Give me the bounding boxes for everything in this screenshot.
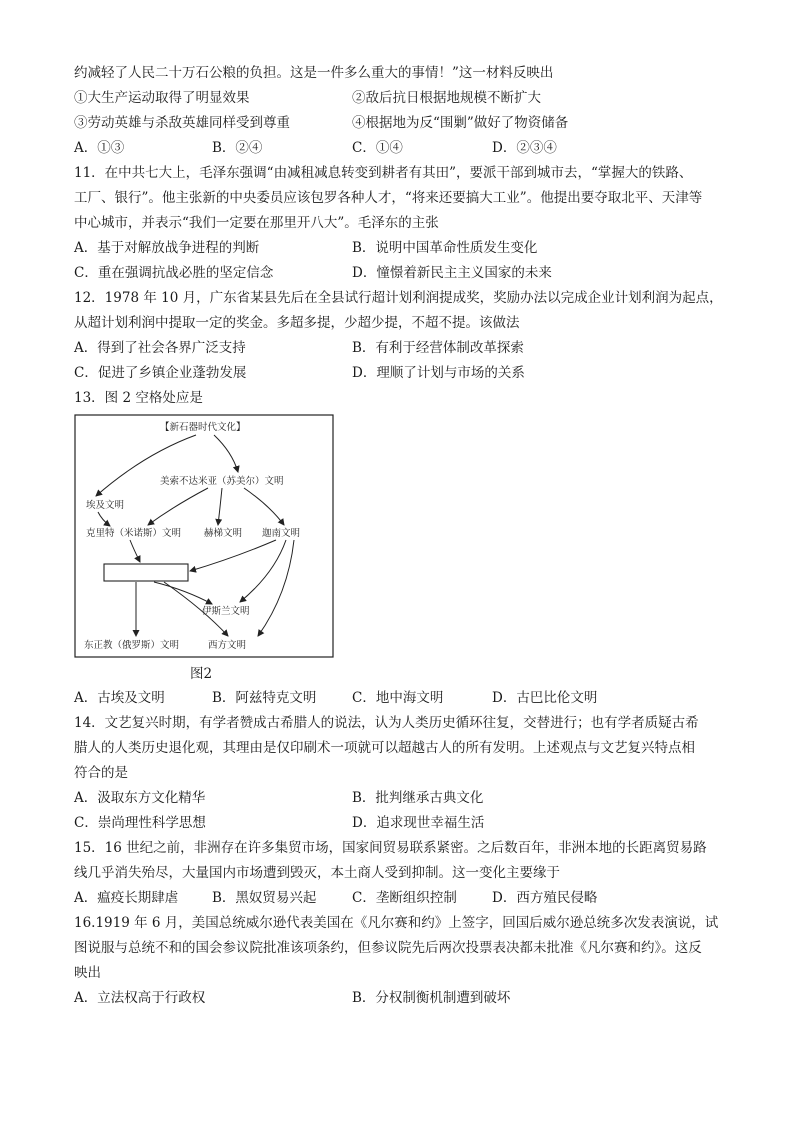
node-mesopotamia: 美索不达米亚（苏美尔）文明 <box>160 476 284 487</box>
node-orthodox: 东正教（俄罗斯）文明 <box>84 640 180 651</box>
q10-statement-1: ①大生产运动取得了明显效果 <box>74 90 250 106</box>
q14-stem-line-2: 腊人的人类历史退化观，其理由是仅印刷术一项就可以超越古人的所有发明。上述观点与文艺复兴特点相 <box>74 740 695 756</box>
q14-stem-line-1: 14．文艺复兴时期，有学者赞成古希腊人的说法，认为人类历史循环往复，交替进行；也有学者质疑古希 <box>74 715 699 731</box>
blank-box <box>104 564 188 581</box>
node-neolithic: 【新石器时代文化】 <box>160 422 246 433</box>
q10-stem-tail: 约减轻了人民二十万石公粮的负担。这是一件多么重大的事情！”这一材料反映出 <box>74 65 554 81</box>
node-islam: 伊斯兰文明 <box>202 606 250 617</box>
q10-option-c: C．①④ <box>352 140 403 156</box>
q14-option-d: D．追求现世幸福生活 <box>352 815 485 831</box>
q11-stem-line-3: 中心城市，并表示“我们一定要在那里开八大”。毛泽东的主张 <box>74 215 439 231</box>
node-canaan: 迦南文明 <box>262 528 301 539</box>
q14-option-a: A．汲取东方文化精华 <box>74 790 206 806</box>
node-hittite: 赫梯文明 <box>204 528 243 539</box>
q12-stem-line-1: 12．1978 年 10 月，广东省某县先后在全县试行超计划利润提成奖，奖励办法以完成企业计划利润为起点， <box>74 290 723 306</box>
q10-statement-2: ②敌后抗日根据地规模不断扩大 <box>352 90 541 106</box>
q11-stem-line-2: 工厂、银行”。他主张新的中央委员应该包罗各种人才，“将来还要搞大工业”。他提出要夺取北平、天津等 <box>74 190 703 206</box>
q14-stem-line-3: 符合的是 <box>74 765 128 781</box>
q12-option-d: D．理顺了计划与市场的关系 <box>352 365 525 381</box>
q11-option-a: A．基于对解放战争进程的判断 <box>74 240 260 256</box>
q10-statement-4: ④根据地为反“围剿”做好了物资储备 <box>352 115 569 131</box>
q11-option-d: D．憧憬着新民主主义国家的未来 <box>352 265 552 281</box>
q12-option-a: A．得到了社会各界广泛支持 <box>74 340 246 356</box>
q14-option-b: B．批判继承古典文化 <box>352 790 484 806</box>
q11-stem-line-1: 11．在中共七大上，毛泽东强调“由减租减息转变到耕者有其田”，要派干部到城市去，“掌握大的铁路、 <box>74 165 693 181</box>
q16-stem-line-3: 映出 <box>74 965 101 981</box>
q13-stem: 13．图 2 空格处应是 <box>74 390 203 406</box>
q15-option-c: C．垄断组织控制 <box>352 890 457 906</box>
q16-option-a: A．立法权高于行政权 <box>74 990 206 1006</box>
q12-stem-line-2: 从超计划利润中提取一定的奖金。多超多提，少超少提，不超不提。该做法 <box>74 315 520 331</box>
q15-stem-line-2: 线几乎消失殆尽，大量国内市场遭到毁灭，本土商人受到抑制。这一变化主要缘于 <box>74 865 560 881</box>
q10-statement-3: ③劳动英雄与杀敌英雄同样受到尊重 <box>74 115 290 131</box>
q13-option-a: A．古埃及文明 <box>74 690 165 706</box>
q12-option-b: B．有利于经营体制改革探索 <box>352 340 524 356</box>
q10-option-d: D．②③④ <box>492 140 557 156</box>
q16-stem-line-2: 图说服与总统不和的国会参议院批准该项条约，但参议院先后两次投票表决都未批准《凡尔赛和约》。这反 <box>74 940 702 956</box>
q15-stem-line-1: 15．16 世纪之前，非洲存在许多集贸市场，国家间贸易联系紧密。之后数百年，非洲本地的长距离贸易路 <box>74 840 707 856</box>
q15-option-d: D．西方殖民侵略 <box>492 890 598 906</box>
q12-option-c: C．促进了乡镇企业蓬勃发展 <box>74 365 247 381</box>
q15-option-b: B．黑奴贸易兴起 <box>212 890 317 906</box>
figure-caption: 图2 <box>190 666 213 682</box>
q15-option-a: A．瘟疫长期肆虐 <box>74 890 179 906</box>
q14-option-c: C．崇尚理性科学思想 <box>74 815 206 831</box>
node-crete: 克里特（米诺斯）文明 <box>86 528 182 539</box>
q16-stem-line-1: 16.1919 年 6 月，美国总统威尔逊代表美国在《凡尔赛和约》上签字，回国后威尔逊总统多次发表演说，试 <box>74 915 719 931</box>
node-egypt: 埃及文明 <box>86 500 125 511</box>
civilization-diagram <box>74 414 334 658</box>
q11-option-b: B．说明中国革命性质发生变化 <box>352 240 538 256</box>
q11-option-c: C．重在强调抗战必胜的坚定信念 <box>74 265 274 281</box>
q13-option-c: C．地中海文明 <box>352 690 444 706</box>
q16-option-b: B．分权制衡机制遭到破坏 <box>352 990 511 1006</box>
q10-option-a: A．①③ <box>74 140 125 156</box>
node-west: 西方文明 <box>208 640 247 651</box>
q13-option-d: D．古巴比伦文明 <box>492 690 598 706</box>
q10-option-b: B．②④ <box>212 140 263 156</box>
q13-option-b: B．阿兹特克文明 <box>212 690 317 706</box>
